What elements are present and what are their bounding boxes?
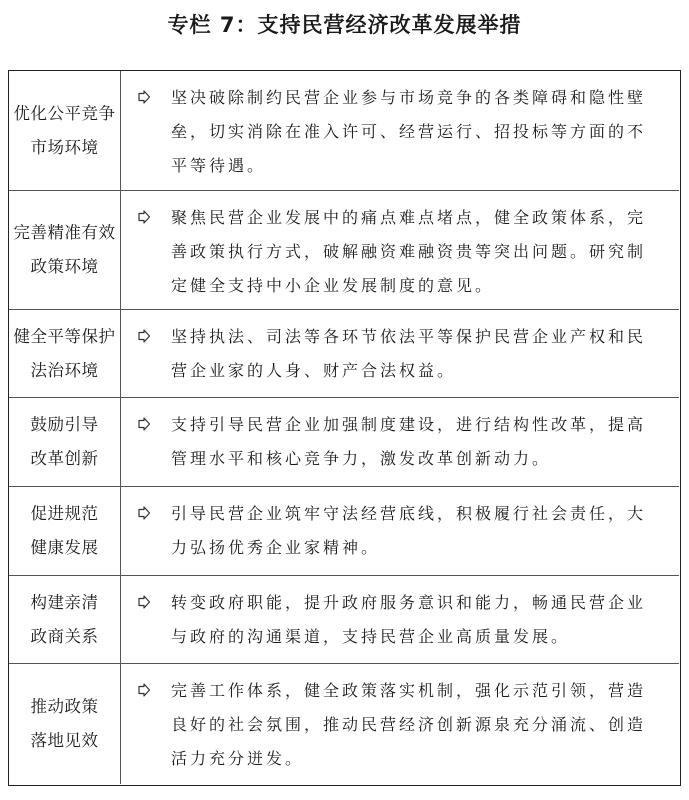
row-description	[171, 201, 671, 303]
hollow-arrow-right-icon	[137, 595, 151, 609]
row-heading-line: 构建亲清	[30, 592, 99, 612]
table-row	[9, 309, 679, 397]
description-line: 善政策执行方式，破解融资难融资贵等突出问题。研究制	[171, 242, 647, 261]
description-line: 平等待遇。	[171, 156, 267, 175]
hollow-arrow-right-icon	[137, 210, 151, 224]
row-heading-line: 健康发展	[30, 538, 99, 557]
table-row	[9, 397, 679, 486]
description-line: 定健全支持中小企业发展制度的意见。	[171, 276, 495, 295]
row-heading-line: 推动政策	[30, 697, 99, 716]
hollow-arrow-right-icon	[137, 506, 151, 520]
row-heading-line: 鼓励引导	[30, 415, 99, 434]
table-row	[9, 71, 679, 190]
row-description	[171, 408, 671, 476]
row-heading-line: 政商关系	[30, 626, 99, 646]
description-line: 转变政府职能，提升政府服务意识和能力，畅通民营企业	[171, 593, 647, 612]
row-description	[171, 320, 671, 388]
row-description	[171, 497, 671, 565]
row-heading-line: 市场环境	[30, 137, 99, 157]
row-heading	[9, 191, 121, 309]
row-heading-line: 健全平等保护	[13, 326, 116, 346]
row-heading-line: 落地见效	[30, 731, 99, 750]
row-heading	[9, 398, 121, 486]
row-heading	[9, 576, 121, 663]
hollow-arrow-right-icon	[137, 90, 151, 104]
description-line: 坚持执法、司法等各环节依法平等保护民营企业产权和民	[171, 327, 647, 346]
hollow-arrow-right-icon	[137, 329, 151, 343]
row-heading	[9, 664, 121, 784]
row-heading-line: 完善精准有效	[13, 223, 116, 242]
row-heading-line: 改革创新	[30, 449, 99, 468]
description-line: 管理水平和核心竞争力，激发改革创新动力。	[171, 449, 552, 468]
document-title: 专栏 7：支持民营经济改革发展举措	[167, 13, 522, 37]
table-row	[9, 190, 679, 309]
row-heading	[9, 487, 121, 575]
row-description	[171, 586, 671, 654]
hollow-arrow-right-icon	[137, 417, 151, 431]
row-heading-line: 法治环境	[30, 360, 99, 380]
row-description	[171, 674, 671, 776]
description-line: 营企业家的人身、财产合法权益。	[171, 361, 457, 380]
description-line: 与政府的沟通渠道，支持民营企业高质量发展。	[171, 627, 571, 646]
row-heading-line: 优化公平竞争	[13, 103, 116, 123]
table-row	[9, 663, 679, 784]
description-line: 完善工作体系，健全政策落实机制，强化示范引领，营造	[171, 681, 647, 700]
table-row	[9, 575, 679, 663]
description-line: 引导民营企业筑牢守法经营底线，积极履行社会责任，大	[171, 504, 647, 523]
table-row	[9, 486, 679, 575]
row-heading-line: 政策环境	[30, 257, 99, 276]
description-line: 良好的社会氛围，推动民营经济创新源泉充分涌流、创造	[171, 715, 647, 734]
measures-table	[8, 70, 681, 786]
row-description	[171, 81, 671, 183]
description-line: 支持引导民营企业加强制度建设，进行结构性改革，提高	[171, 415, 647, 434]
description-line: 坚决破除制约民营企业参与市场竞争的各类障碍和隐性壁	[171, 88, 647, 107]
row-heading	[9, 310, 121, 397]
hollow-arrow-right-icon	[137, 683, 151, 697]
description-line: 活力充分迸发。	[171, 749, 305, 768]
description-line: 垒，切实消除在准入许可、经营运行、招投标等方面的不	[171, 122, 647, 141]
description-line: 力弘扬优秀企业家精神。	[171, 538, 381, 557]
description-line: 聚焦民营企业发展中的痛点难点堵点，健全政策体系，完	[171, 208, 647, 227]
row-heading	[9, 71, 121, 190]
row-heading-line: 促进规范	[30, 504, 99, 523]
